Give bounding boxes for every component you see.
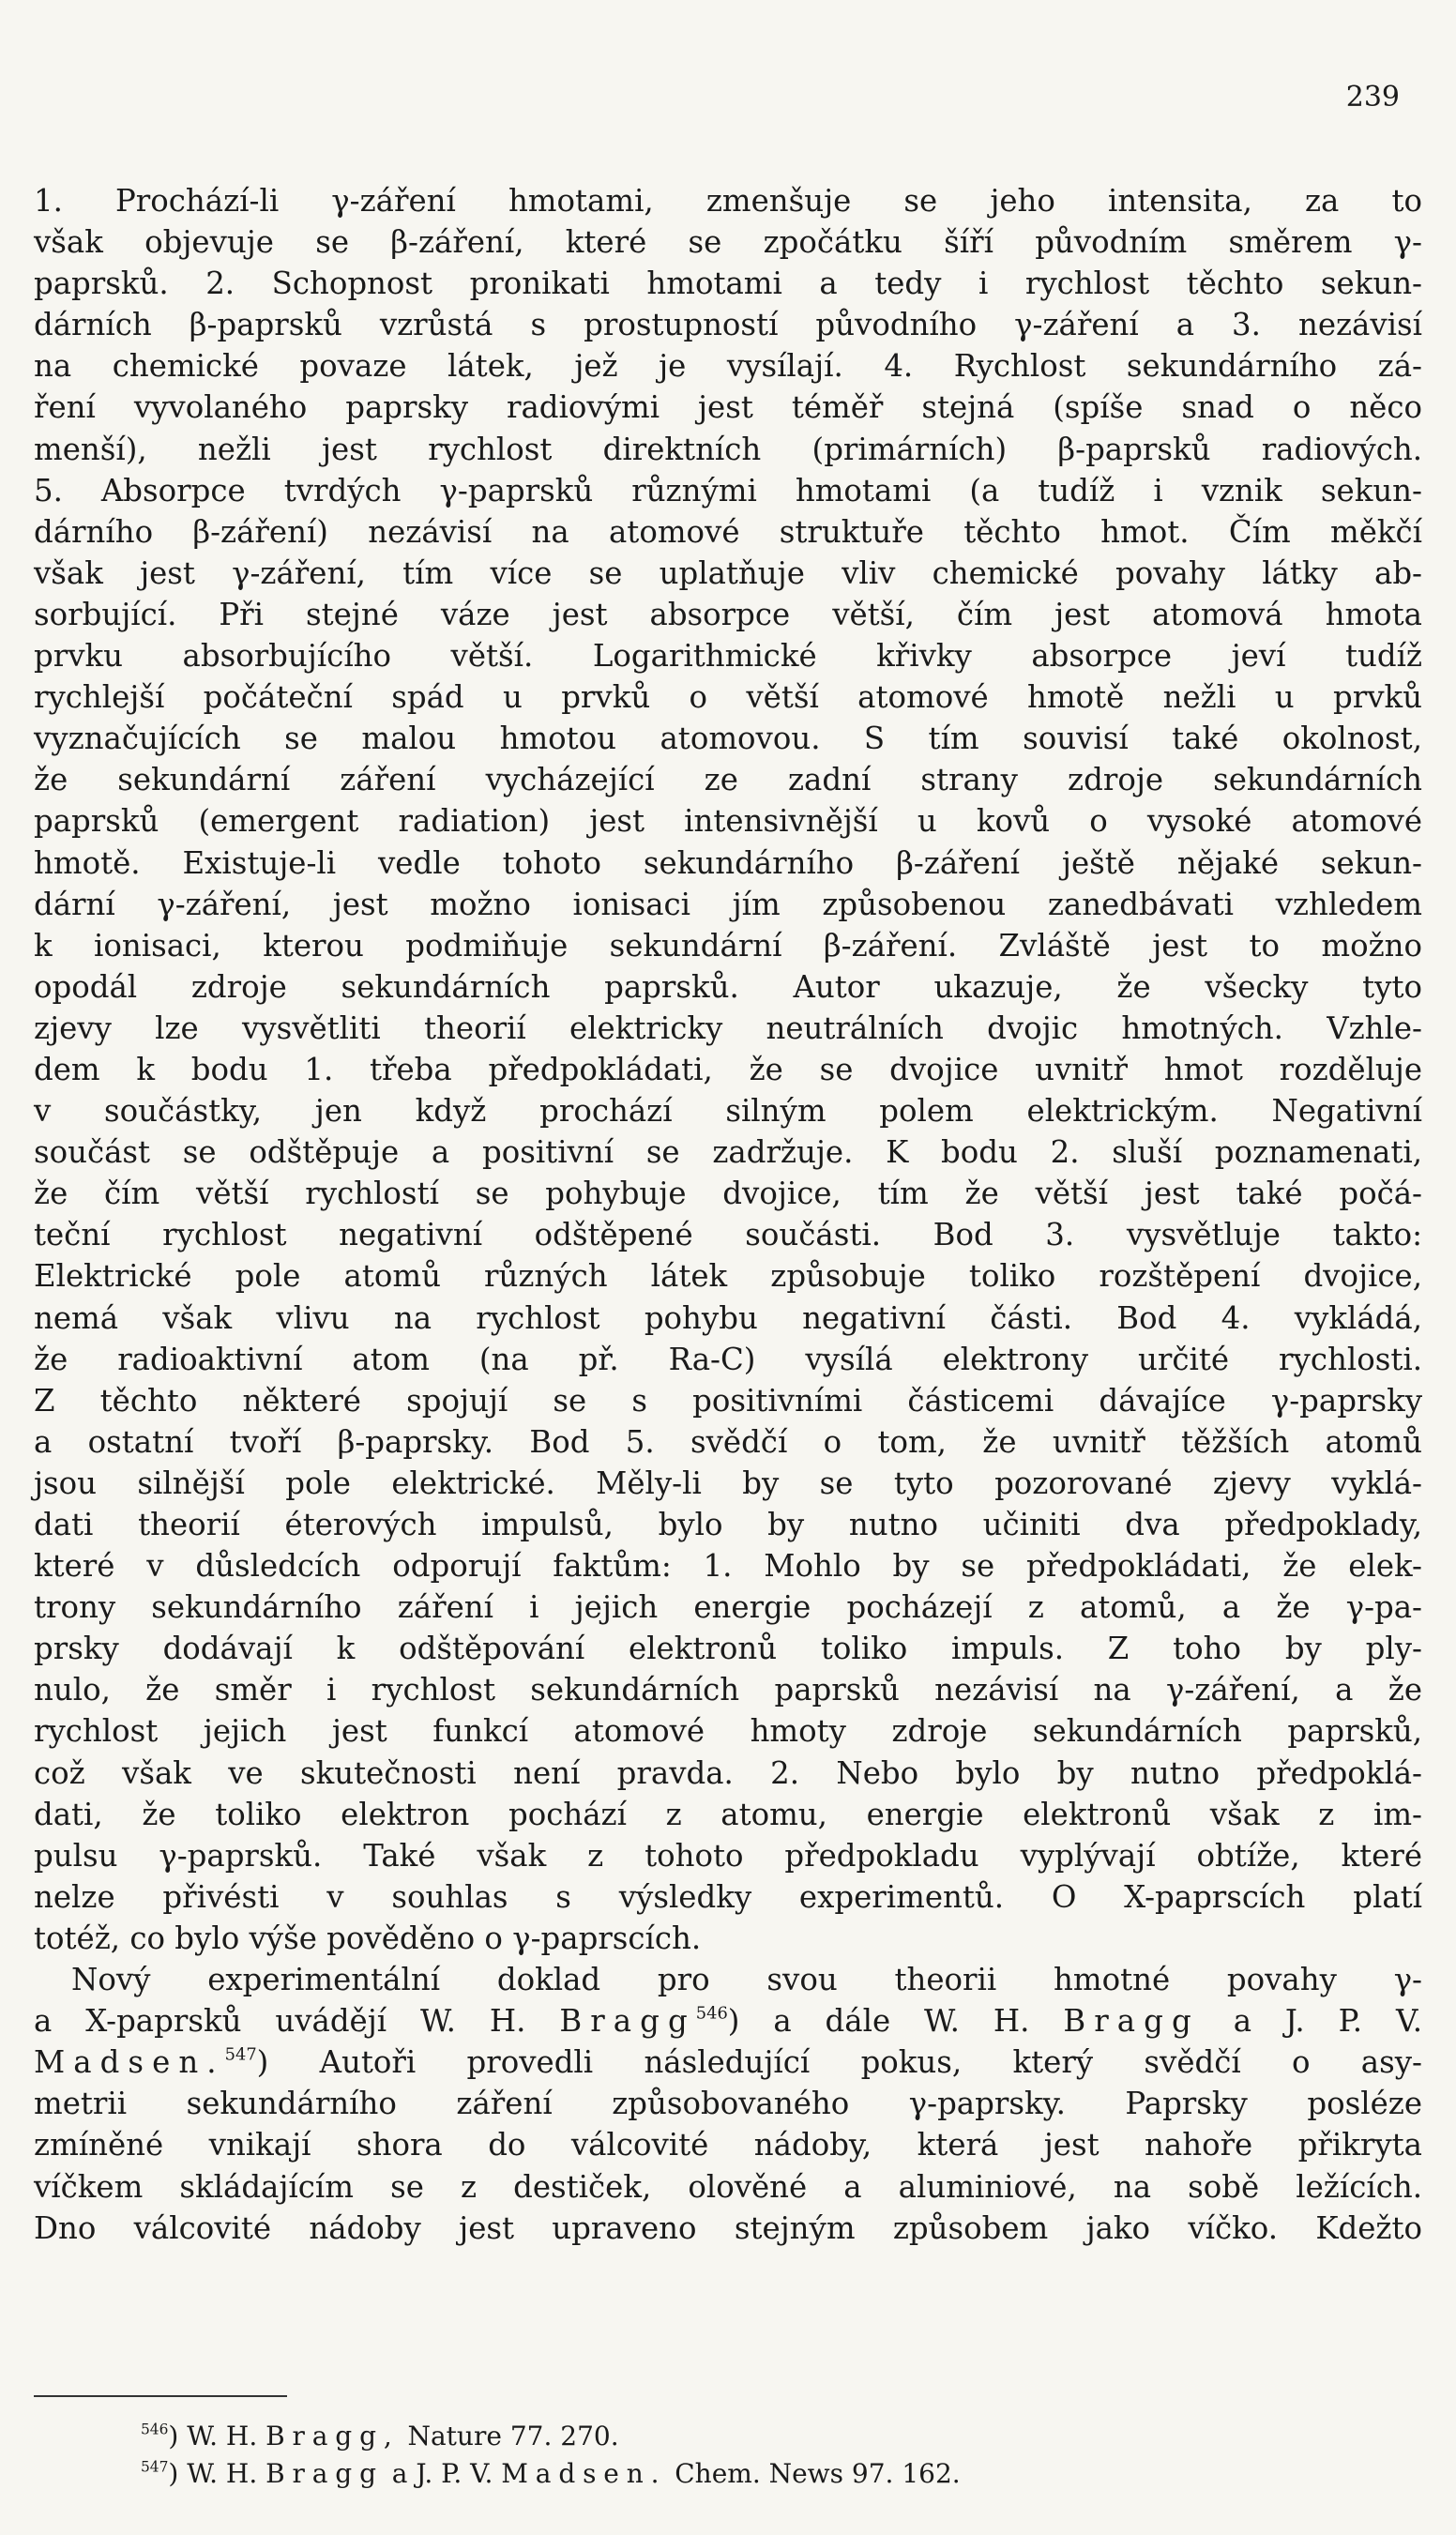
text-line: dati, že toliko elektron pochází z atomu, energie elektronů však z im- xyxy=(34,1796,1422,1832)
footnote-source: Chem. News 97. 162. xyxy=(675,2458,961,2489)
text-line: dárních β-paprsků vzrůstá s prostupností původního γ-záření a 3. nezávisí xyxy=(34,307,1422,343)
text-line: dem k bodu 1. třeba předpokládati, že se dvojice uvnitř hmot rozděluje xyxy=(34,1051,1422,1087)
text-line: však jest γ-záření, tím více se uplatňuje vliv chemické povahy látky ab- xyxy=(34,554,1422,591)
text-line: trony sekundárního záření i jejich energie pocházejí z atomů, a že γ-pa- xyxy=(34,1589,1422,1626)
text-line: zmíněné vnikají shora do válcovité nádoby, která jest nahoře přikryta xyxy=(34,2127,1422,2163)
text-line: jsou silnější pole elektrické. Měly-li by se tyto pozorované zjevy vyklá- xyxy=(34,1465,1422,1501)
text-line: opodál zdroje sekundárních paprsků. Autor ukazuje, že všecky tyto xyxy=(34,968,1422,1005)
text-line: prvku absorbujícího větší. Logarithmické křivky absorpce jeví tudíž xyxy=(34,638,1422,675)
text-line: paprsků (emergent radiation) jest intensivnější u kovů o vysoké atomové xyxy=(34,803,1422,840)
text-line: že čím větší rychlostí se pohybuje dvojice, tím že větší jest také počá- xyxy=(34,1176,1422,1212)
text-line: menší), nežli jest rychlost direktních (primárních) β-paprsků radiových. xyxy=(34,431,1422,467)
text-line: na chemické povaze látek, jež je vysílají. 4. Rychlost sekundárního zá- xyxy=(34,348,1422,385)
text-line: paprsků. 2. Schopnost pronikati hmotami a tedy i rychlost těchto sekun- xyxy=(34,266,1422,302)
text-line: Z těchto některé spojují se s positivními částicemi dávajíce γ-paprsky xyxy=(34,1382,1422,1419)
text-fragment: a J. P. V. xyxy=(1233,2003,1423,2040)
text-line: které v důsledcích odporují faktům: 1. Mohlo by se předpokládati, že elek- xyxy=(34,1548,1422,1585)
text-line: dati theorií éterových impulsů, bylo by nutno učiniti dva předpoklady, xyxy=(34,1507,1422,1542)
text-fragment: ) Autoři provedli následující pokus, který svědčí o asy- xyxy=(256,2044,1422,2081)
text-line: víčkem skládajícím se z destiček, olověné a aluminiové, na sobě ležících. xyxy=(34,2168,1422,2205)
text-line: rychlost jejich jest funkcí atomové hmoty zdroje sekundárních paprsků, xyxy=(34,1713,1422,1750)
text-line: Dno válcovité nádoby jest upraveno stejným způsobem jako víčko. Kdežto xyxy=(34,2209,1422,2246)
footnote-source: Nature 77. 270. xyxy=(407,2421,619,2452)
text-line: zjevy lze vysvětliti theorií elektricky neutrálních dvojic hmotných. Vzhle- xyxy=(34,1009,1422,1046)
text-line: Elektrické pole atomů různých látek způsobuje toliko rozštěpení dvojice, xyxy=(34,1258,1422,1295)
text-line: však objevuje se β-záření, které se zpočátku šíří původním směrem γ- xyxy=(34,224,1422,261)
text-line: pulsu γ-paprsků. Také však z tohoto předpokladu vyplývají obtíže, které xyxy=(34,1837,1422,1874)
text-line-with-citation xyxy=(34,2000,1422,2042)
text-line: nulo, že směr i rychlost sekundárních paprsků nezávisí na γ-záření, a že xyxy=(34,1672,1422,1708)
text-line: Nový experimentální doklad pro svou theorii hmotné povahy γ- xyxy=(71,1962,1422,1998)
text-line: sorbující. Při stejné váze jest absorpce větší, čím jest atomová hmota xyxy=(34,596,1422,632)
footnote xyxy=(141,2455,961,2493)
author-name: Bragg xyxy=(265,2458,384,2489)
text-line: prsky dodávají k odštěpování elektronů toliko impuls. Z toho by ply- xyxy=(34,1631,1422,1667)
footnote-number: 547 xyxy=(141,2458,169,2476)
text-line: 1. Prochází-li γ-záření hmotami, zmenšuje se jeho intensita, za to xyxy=(34,183,1422,219)
author-name: Madsen. xyxy=(34,2044,225,2081)
footnotes xyxy=(141,2418,961,2493)
text-line: k ionisaci, kterou podmiňuje sekundární β-záření. Zvláště jest to možno xyxy=(34,927,1422,964)
text-line: dárního β-záření) nezávisí na atomové struktuře těchto hmot. Čím měkčí xyxy=(34,513,1422,550)
footnote-text: ) W. H. xyxy=(168,2421,258,2452)
text-line: součást se odštěpuje a positivní se zadržuje. K bodu 2. sluší poznamenati, xyxy=(34,1134,1422,1171)
text-line: totéž, co bylo výše pověděno o γ-paprscích. xyxy=(34,1920,702,1956)
text-line: dární γ-záření, jest možno ionisaci jím způsobenou zanedbávati vzhledem xyxy=(34,886,1422,922)
text-line: že radioaktivní atom (na př. Ra-C) vysílá elektrony určité rychlosti. xyxy=(34,1341,1422,1377)
footnote-number: 546 xyxy=(141,2421,169,2438)
text-line: nemá však vlivu na rychlost pohybu negativní části. Bod 4. vykládá, xyxy=(34,1299,1422,1336)
text-line: což však ve skutečnosti není pravda. 2. Nebo bylo by nutno předpoklá- xyxy=(34,1754,1422,1791)
footnote-text: a J. P. V. xyxy=(391,2458,493,2489)
author-name: Bragg xyxy=(559,2003,696,2040)
footnote xyxy=(141,2418,961,2455)
page-number: 239 xyxy=(1345,81,1400,114)
body-text xyxy=(34,180,1422,2249)
text-line: teční rychlost negativní odštěpené součásti. Bod 3. vysvětluje takto: xyxy=(34,1217,1422,1253)
footnote-divider xyxy=(34,2395,287,2397)
text-line: rychlejší počáteční spád u prvků o větší atomové hmotě nežli u prvků xyxy=(34,679,1422,716)
text-line: že sekundární záření vycházející ze zadní strany zdroje sekundárních xyxy=(34,762,1422,798)
text-line: a ostatní tvoří β-paprsky. Bod 5. svědčí o tom, že uvnitř těžších atomů xyxy=(34,1423,1422,1460)
text-line: hmotě. Existuje-li vedle tohoto sekundárního β-záření ještě nějaké sekun- xyxy=(34,844,1422,881)
text-fragment: ) a dále W. H. xyxy=(727,2003,1030,2040)
text-fragment: a X-paprsků uvádějí W. H. xyxy=(34,2003,526,2040)
text-line: ření vyvolaného paprsky radiovými jest téměř stejná (spíše snad o něco xyxy=(34,389,1422,426)
text-line: vyznačujících se malou hmotou atomovou. S tím souvisí také okolnost, xyxy=(34,721,1422,757)
footnote-text: ) W. H. xyxy=(168,2458,258,2489)
footnote-ref: 547 xyxy=(224,2044,257,2065)
text-line: 5. Absorpce tvrdých γ-paprsků různými hmotami (a tudíž i vznik sekun- xyxy=(34,472,1422,509)
footnote-ref: 546 xyxy=(695,2003,728,2024)
text-line: v součástky, jen když prochází silným polem elektrickým. Negativní xyxy=(34,1093,1422,1130)
author-name: Bragg, xyxy=(265,2421,400,2452)
text-line-with-citation xyxy=(34,2042,1422,2083)
author-name: Bragg xyxy=(1063,2003,1200,2040)
text-line: nelze přivésti v souhlas s výsledky experimentů. O X-paprscích platí xyxy=(34,1878,1422,1915)
author-name: Madsen. xyxy=(501,2458,667,2489)
text-line: metrii sekundárního záření způsobovaného γ-paprsky. Paprsky posléze xyxy=(34,2086,1422,2122)
